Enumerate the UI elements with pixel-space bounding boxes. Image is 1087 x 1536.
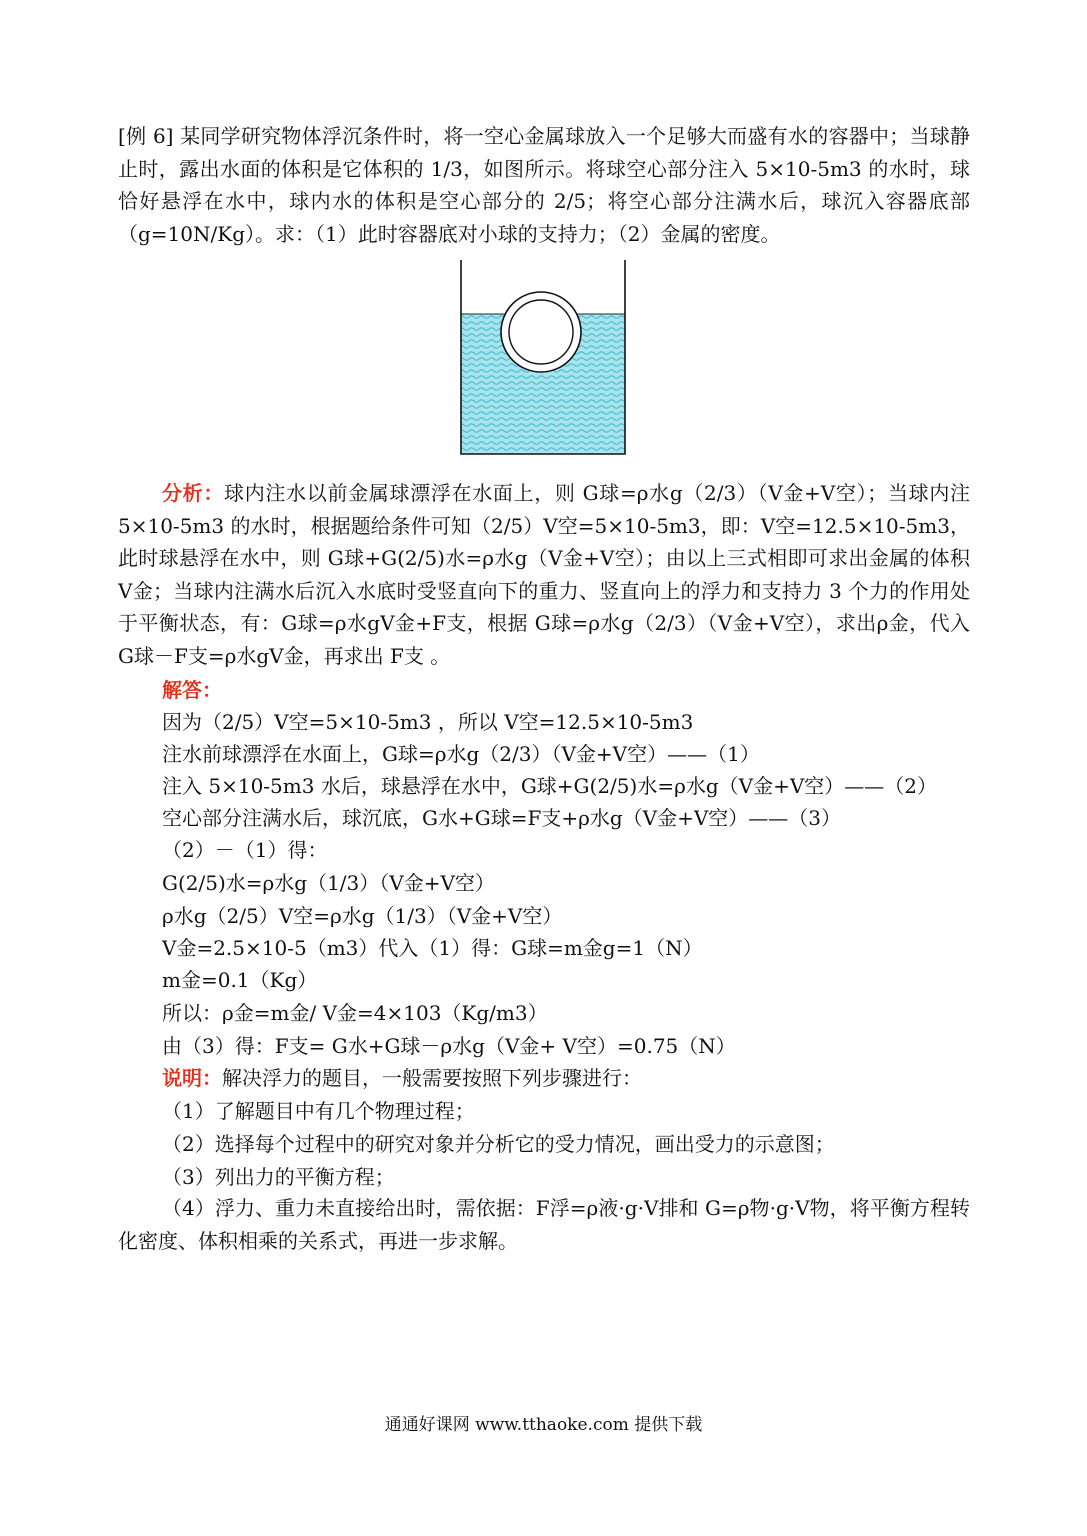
answer-line: G(2/5)水=ρ水g（1/3）（V金+V空） (162, 871, 495, 895)
answer-line: 由（3）得：F支= G水+G球－ρ水g（V金+ V空）=0.75（N） (162, 1034, 736, 1058)
note-intro: 解决浮力的题目，一般需要按照下列步骤进行： (222, 1066, 642, 1090)
note-step: （1）了解题目中有几个物理过程； (162, 1099, 475, 1123)
answer-line: 注入 5×10-5m3 水后，球悬浮在水中，G球+G(2/5)水=ρ水g（V金+V空）——（2） (162, 774, 938, 798)
analysis-label: 分析： (162, 481, 225, 505)
note-step: （3）列出力的平衡方程； (162, 1165, 395, 1189)
answer-line: ρ水g（2/5）V空=ρ水g（1/3）（V金+V空） (162, 904, 563, 928)
example-text: 某同学研究物体浮沉条件时，将一空心金属球放入一个足够大而盛有水的容器中；当球静止时，露出水面的体积是它体积的 1/3，如图所示。将球空心部分注入 5×10-5m3 的水时，球恰好悬浮在水中，球内水的体积是空心部分的 2/5；将空心部分注满水后，球沉入容器底部（g=10N/Kg）。求：（1）此时容器底对小球的支持力；（2）金属的密度。 (118, 124, 971, 246)
container-figure (459, 260, 629, 456)
answer-line: 注水前球漂浮在水面上，G球=ρ水g（2/3）（V金+V空）——（1） (162, 742, 760, 766)
answer-label: 解答： (162, 678, 222, 702)
note-label: 说明： (162, 1066, 222, 1090)
answer-line: 所以：ρ金=m金/ V金=4×103（Kg/m3） (162, 1001, 548, 1025)
example-label: [例 6] (118, 124, 174, 148)
note-step: （2）选择每个过程中的研究对象并分析它的受力情况，画出受力的示意图； (162, 1132, 835, 1156)
ball-hollow-cavity (509, 300, 573, 364)
note-heading (162, 1062, 1022, 1094)
answer-line: m金=0.1（Kg） (162, 968, 318, 992)
page-footer: 通通好课网 www.tthaoke.com 提供下载 (384, 1415, 703, 1435)
answer-line: 因为（2/5）V空=5×10-5m3 ，所以 V空=12.5×10-5m3 (162, 710, 694, 734)
answer-line: V金=2.5×10-5（m3）代入（1）得：G球=m金g=1（N） (162, 936, 703, 960)
analysis-text: 球内注水以前金属球漂浮在水面上，则 G球=ρ水g（2/3）（V金+V空）；当球内注 5×10-5m3 的水时，根据题给条件可知（2/5）V空=5×10-5m3，即：V空=12.5×10-5m3，此时球悬浮在水中，则 G球+G(2/5)水=ρ水g（V金+V空）；由以上三式相即可求出金属的体积 V金；当球内注满水后沉入水底时受竖直向下的重力、竖直向上的浮力和支持力 3 个力的作用处于平衡状态，有：G球=ρ水gV金+F支，根据 G球=ρ水g（2/3）（V金+V空），求出ρ金，代入 G球－F支=ρ水gV金，再求出 F支 。 (118, 481, 971, 668)
analysis-section (118, 477, 970, 672)
answer-line: （2）－（1）得： (162, 838, 328, 862)
note-step: （4）浮力、重力未直接给出时，需依据：F浮=ρ液·g·V排和 G=ρ物·g·V物，将平衡方程转化密度、体积相乘的关系式，再进一步求解。 (118, 1196, 970, 1253)
answer-line: 空心部分注满水后，球沉底，G水+G球=F支+ρ水g（V金+V空）——（3） (162, 806, 842, 830)
example-problem (118, 120, 970, 250)
